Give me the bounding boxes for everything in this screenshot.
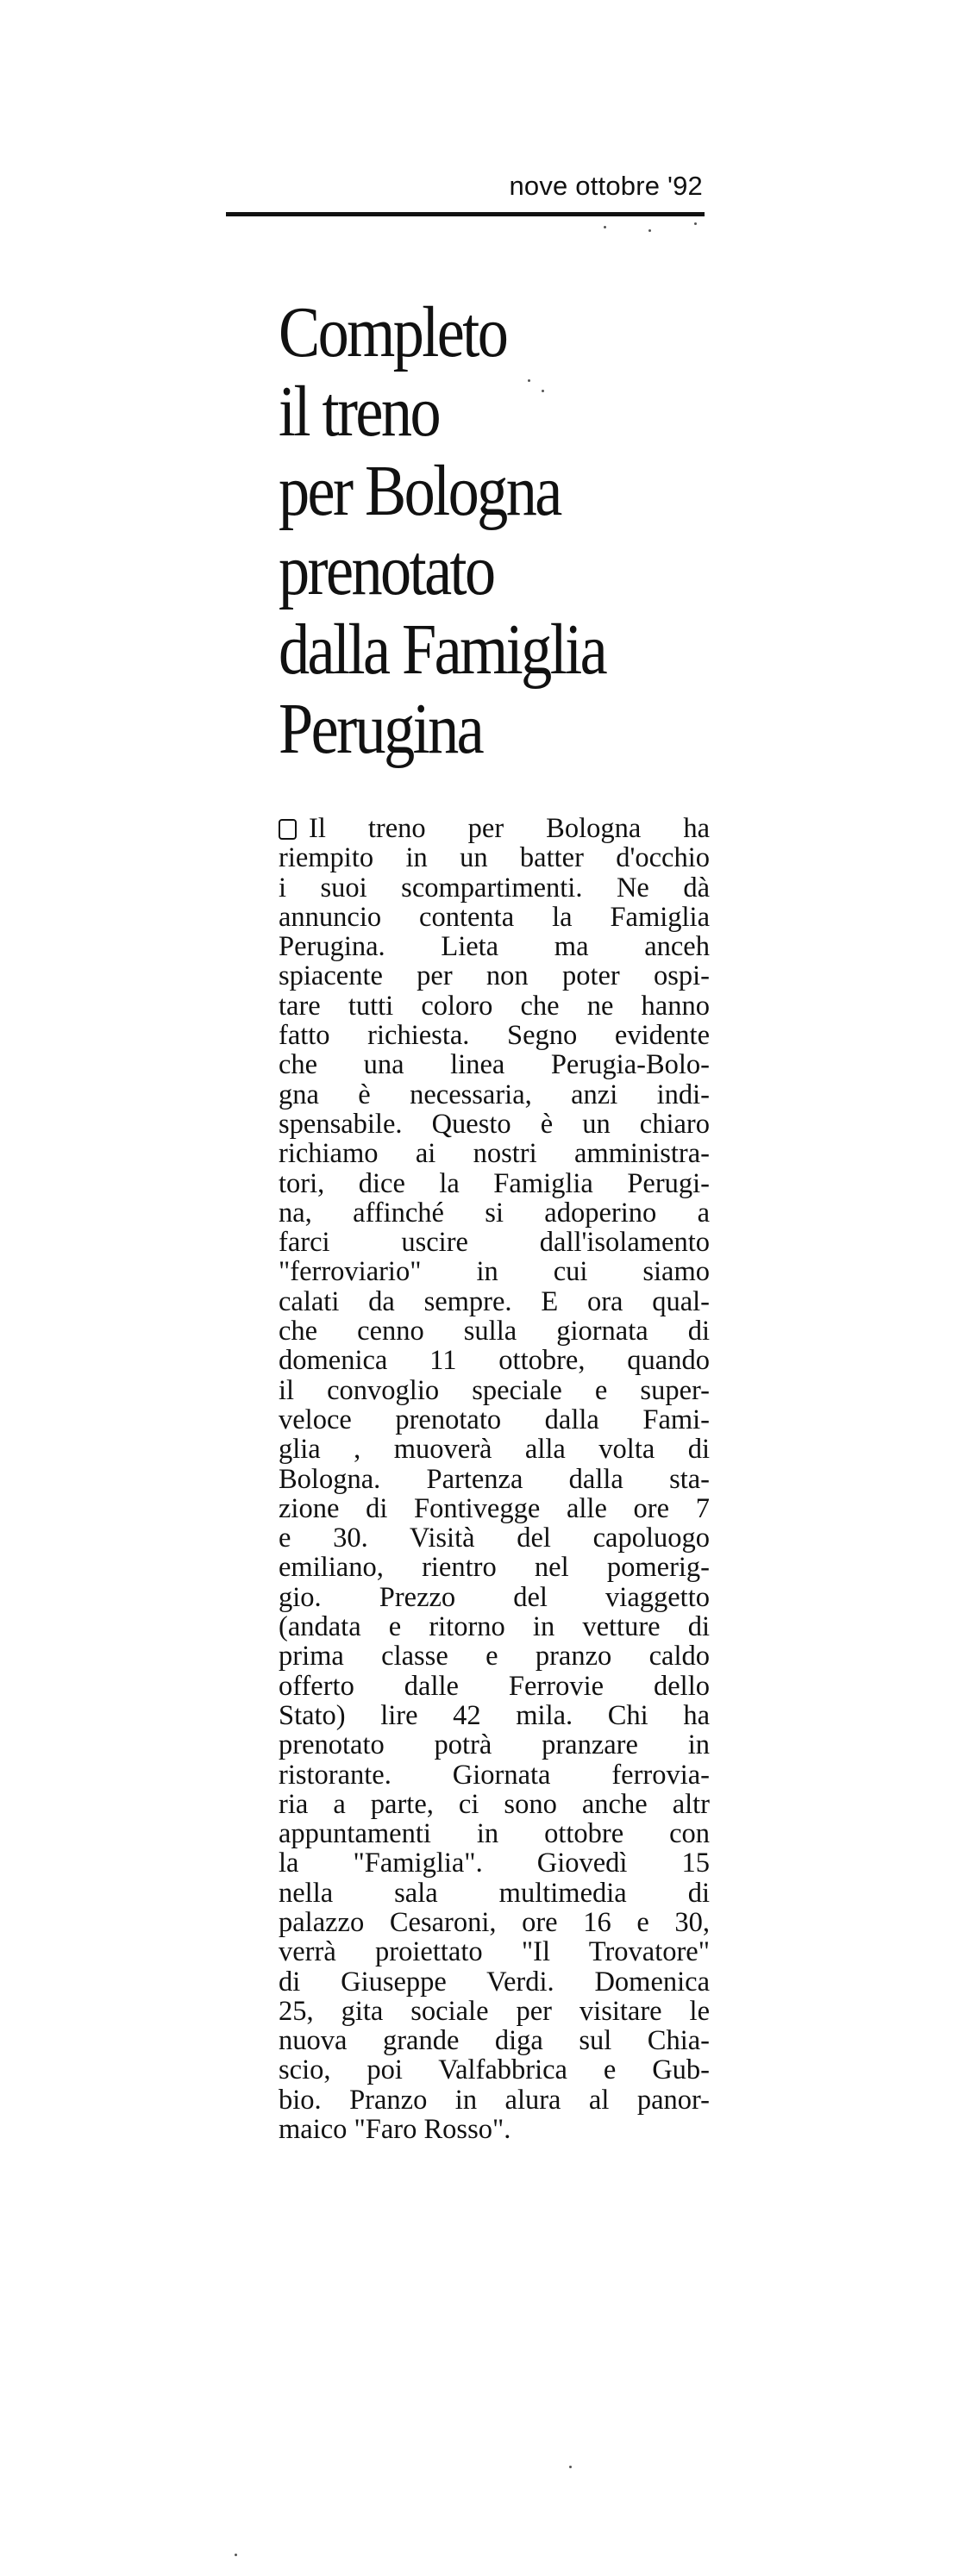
article-line: 25, gita sociale per visitare le <box>279 1995 710 2027</box>
square-bullet-icon <box>279 819 297 840</box>
scan-speck <box>648 229 651 232</box>
headline-line: dalla Famiglia <box>279 610 606 690</box>
article-line: offerto dalle Ferrovie dello <box>279 1670 710 1702</box>
article-line: zione di Fontivegge alle ore 7 <box>279 1492 710 1524</box>
article-line: e 30. Visità del capoluogo <box>279 1522 710 1554</box>
scan-speck <box>569 2466 572 2468</box>
article-line: richiamo ai nostri amministra- <box>279 1138 710 1170</box>
article-line: nuova grande diga sul Chia- <box>279 2025 710 2057</box>
article-line: domenica 11 ottobre, quando <box>279 1345 710 1377</box>
article-line: appuntamenti in ottobre con <box>279 1818 710 1850</box>
article-line: annuncio contenta la Famiglia <box>279 901 710 933</box>
article-line: ristorante. Giornata ferrovia- <box>279 1759 710 1791</box>
headline-line: per Bologna <box>279 451 561 531</box>
article-line <box>279 814 710 843</box>
article-line: "ferroviario" in cui siamo <box>279 1256 710 1288</box>
article-line: (andata e ritorno in vetture di <box>279 1611 710 1643</box>
article-line: palazzo Cesaroni, ore 16 e 30, <box>279 1906 710 1938</box>
article-line: spensabile. Questo è un chiaro <box>279 1108 710 1140</box>
article-line: Stato) lire 42 mila. Chi ha <box>279 1699 710 1731</box>
article-line: che cenno sulla giornata di <box>279 1316 710 1347</box>
article-line: prenotato potrà pranzare in <box>279 1729 710 1761</box>
article-line-text: Il treno per Bologna ha <box>309 813 710 844</box>
article-line: calati da sempre. E ora qual- <box>279 1285 710 1317</box>
article-line: prima classe e pranzo caldo <box>279 1641 710 1673</box>
article-line: na, affinché si adoperino a <box>279 1197 710 1229</box>
headline-line: Perugina <box>279 689 483 769</box>
article-line: la "Famiglia". Giovedì 15 <box>279 1848 710 1879</box>
article-line: ria a parte, ci sono anche altr <box>279 1788 710 1820</box>
article-line: che una linea Perugia-Bolo- <box>279 1049 710 1081</box>
article-line: farci uscire dall'isolamento <box>279 1227 710 1259</box>
article-line: spiacente per non poter ospi- <box>279 960 710 992</box>
article-line: glia , muoverà alla volta di <box>279 1434 710 1466</box>
article-line: Bologna. Partenza dalla sta- <box>279 1463 710 1495</box>
article-line: scio, poi Valfabbrica e Gub- <box>279 2054 710 2086</box>
article-body <box>279 814 710 2144</box>
header-rule <box>226 212 705 216</box>
article-line: gio. Prezzo del viaggetto <box>279 1581 710 1613</box>
headline-line: prenotato <box>279 530 494 610</box>
article-line: Perugina. Lieta ma anceh <box>279 931 710 963</box>
article-line: bio. Pranzo in alura al panor- <box>279 2084 710 2116</box>
article-line: veloce prenotato dalla Fami- <box>279 1404 710 1435</box>
article-line: tare tutti coloro che ne hanno <box>279 990 710 1022</box>
headline <box>279 293 635 769</box>
scan-speck <box>528 379 530 382</box>
dateline: nove ottobre '92 <box>509 171 703 201</box>
scan-speck <box>694 222 697 225</box>
article-line: il convoglio speciale e super- <box>279 1374 710 1406</box>
article-line: fatto richiesta. Segno evidente <box>279 1020 710 1052</box>
article-line: i suoi scompartimenti. Ne dà <box>279 872 710 903</box>
article-line: tori, dice la Famiglia Perugi- <box>279 1167 710 1199</box>
scan-speck <box>542 390 544 392</box>
scan-speck <box>604 226 606 228</box>
headline-line: Completo <box>279 292 507 372</box>
article-line: maico "Faro Rosso". <box>279 2114 511 2146</box>
headline-line: il treno <box>279 372 440 452</box>
article-line: gna è necessaria, anzi indi- <box>279 1079 710 1110</box>
article-line: nella sala multimedia di <box>279 1877 710 1909</box>
article-line: emiliano, rientro nel pomerig- <box>279 1552 710 1584</box>
scan-speck <box>235 2554 237 2556</box>
article-line: di Giuseppe Verdi. Domenica <box>279 1966 710 1998</box>
article-line: verrà proiettato "Il Trovatore" <box>279 1936 710 1968</box>
article-line: riempito in un batter d'occhio <box>279 842 710 874</box>
